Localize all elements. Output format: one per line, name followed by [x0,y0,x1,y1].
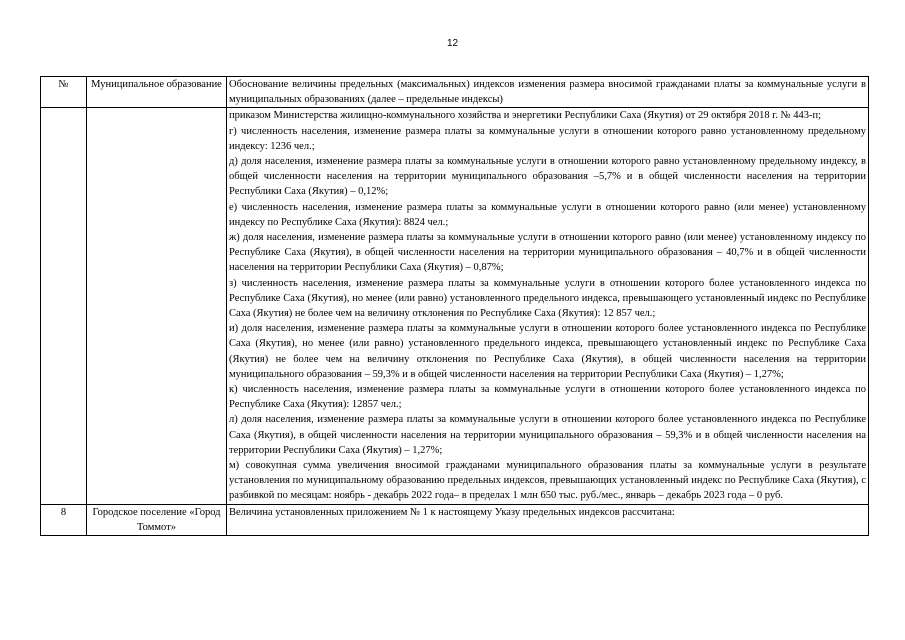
row8-number: 8 [41,504,87,535]
table-row-continuation [41,108,869,504]
paragraph-m: м) совокупная сумма увеличения вносимой гражданами муниципального образования платы за коммунальные услуги в результате установления по муниципальному образованию предельных индексов, превышающих установленный индекс по Республике Саха (Якутия), с разбивкой по месяцам: ноябрь - декабрь 2022 года– в пределах 1 млн 650 тыс. руб./мес., январь – декабрь 2023 года – 0 руб. [229,460,866,502]
row8-justification: Величина установленных приложением № 1 к настоящему Указу предельных индексов рассчитана: [227,504,869,535]
paragraph-order: приказом Министерства жилищно-коммунального хозяйства и энергетики Республики Саха (Якутия) от 29 октября 2018 г. № 443-п; [229,110,822,122]
paragraph-k: к) численность населения, изменение размера платы за коммунальные услуги в отношении которого более установленного индекса по Республике Саха (Якутия): 12857 чел.; [229,384,866,411]
header-municipality: Муниципальное образование [87,77,227,108]
paragraph-l: л) доля населения, изменение размера платы за коммунальные услуги в отношении которого более установленного индекса по Республике Саха (Якутия), в общей численности населения на территории муниципального образования – 59,3% и в общей численности населения на территории Республики Саха (Якутия) – 1,27%; [229,414,866,456]
table-row-8 [41,504,869,535]
paragraph-zh: ж) доля населения, изменение размера платы за коммунальные услуги в отношении которого равно (или менее) установленному индексу по Республике Саха (Якутия), в общей численности населения на территории муниципального образования – 40,7% и в общей численности населения на территории Республики Саха (Якутия) – 0,87%; [229,232,866,274]
header-number: № [41,77,87,108]
paragraph-z: з) численность населения, изменение размера платы за коммунальные услуги в отношении которого более установленного индекса по Республике Саха (Якутия), но менее (или равно) установленного предельного индекса, превышающего установленный индекс по Республике Саха (Якутия) не более чем на величину отклонения по Республике Саха (Якутия): 12 857 чел.; [229,277,866,320]
page-number: 12 [446,38,459,49]
cell-municipality-empty [87,108,227,504]
paragraph-g: г) численность населения, изменение размера платы за коммунальные услуги в отношении которого равно установленному предельному индексу: 1236 чел.; [229,125,866,152]
cell-justification-continuation [227,108,869,504]
cell-number-empty [41,108,87,504]
table-header-row [41,77,869,108]
indices-table [40,76,869,536]
header-justification: Обоснование величины предельных (максимальных) индексов изменения размера вносимой гражданами платы за коммунальные услуги в муниципальных образованиях (далее – предельные индексы) [227,77,869,108]
paragraph-d: д) доля населения, изменение размера платы за коммунальные услуги в отношении которого равно установленному предельному индексу, в общей численности населения на территории муниципального образования –5,7% и в общей численности населения на территории Республики Саха (Якутия) – 0,12%; [229,156,866,198]
paragraph-e: е) численность населения, изменение размера платы за коммунальные услуги в отношении которого равно (или менее) установленному индексу по Республике Саха (Якутия): 8824 чел.; [229,201,866,228]
paragraph-i: и) доля населения, изменение размера платы за коммунальные услуги в отношении которого более установленного индекса по Республике Саха (Якутия), но менее (или равно) установленного предельного индекса, превышающего установленный индекс по Республике Саха (Якутия) не более чем на величину отклонения по Республике Саха (Якутия), в общей численности населения на территории муниципального образования – 59,3% и в общей численности населения на территории Республики Саха (Якутия) – 1,27%; [229,323,866,380]
row8-municipality: Городское поселение «Город Томмот» [87,504,227,535]
